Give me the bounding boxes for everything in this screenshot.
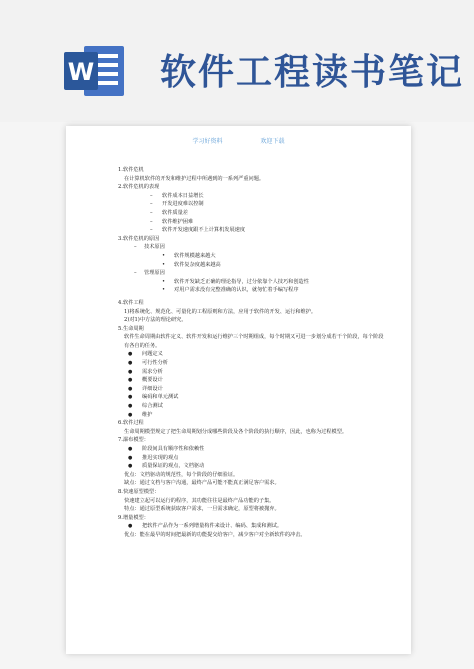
list-item: – 管理原因: [118, 269, 388, 278]
paragraph: 快速建立起可以运行的程序，其功能往往是最终产品功能的子集。: [124, 497, 275, 504]
list-item: ● 维护: [118, 411, 388, 420]
list-item: ● 可行性分析: [118, 359, 388, 368]
section-heading: 3.软件危机的原因: [118, 235, 160, 242]
list-item: • 软件开发缺乏正确的理论指导，过分依靠个人技巧和创造性: [118, 278, 388, 287]
section-heading: 6.软件过程: [118, 420, 144, 427]
header-right-text: 欢迎下载: [260, 138, 285, 145]
paragraph: 在计算机软件的开发和维护过程中所遇到的一系列严重问题。: [124, 175, 265, 182]
list-item: ● 详细设计: [118, 385, 388, 394]
list-item: ● 编码和单元测试: [118, 393, 388, 402]
paragraph: 优点：文档驱动的规范性，每个阶段的仔细验证。: [124, 471, 239, 478]
list-item: ● 质量保证的观点，文档驱动: [118, 462, 388, 471]
list-item: ● 概要设计: [118, 376, 388, 385]
paragraph: 生命周期模型规定了把生命周期划分成哪些阶段及各个阶段的执行顺序，因此，也称为过程模型。: [124, 428, 348, 435]
paragraph: 特点：通过原型系统获取客户需求，一旦需求确定，原型将被抛弃。: [124, 506, 280, 513]
list-item: ● 阶段间具有顺序性和依赖性: [118, 445, 388, 454]
document-header: [66, 136, 411, 145]
section-heading: 8.快速原型模型：: [118, 488, 160, 495]
banner-title: 软件工程读书笔记: [160, 52, 465, 93]
list-item: – 软件维护困难: [118, 218, 388, 227]
list-item: – 软件开发速度跟不上计算机发展速度: [118, 226, 388, 235]
list-item: ● 综合测试: [118, 402, 388, 411]
section-heading: 2.软件危机的表现: [118, 184, 160, 191]
list-item: – 软件成本日益增长: [118, 192, 388, 201]
list-item: ● 推迟实现的观点: [118, 454, 388, 463]
section-heading: 4.软件工程: [118, 299, 144, 306]
list-item: • 软件规模越来越大: [118, 252, 388, 261]
paragraph: 缺点：通过文档与客户沟通，最终产品可能不能真正满足客户需求。: [124, 480, 280, 487]
banner: [0, 0, 474, 122]
paragraph: 2)对1)中方法的理论研究。: [124, 317, 187, 324]
paragraph: 1)将系统化、规范化、可量化的工程原则和方法，应用于软件的开发、运行和维护。: [124, 308, 317, 315]
list-item: ● 需求分析: [118, 368, 388, 377]
header-left-text: 学习好资料: [192, 138, 223, 145]
document-page: [66, 126, 411, 654]
list-item: – 技术原因: [118, 243, 388, 252]
list-item: • 软件复杂度越来越高: [118, 261, 388, 270]
word-logo-icon: [62, 42, 126, 100]
paragraph: 优点：能在最早的时间把最新的功能提交给客户，减少客户对全新软件的冲击。: [124, 531, 306, 538]
paragraph: 软件生命周期由软件定义、软件开发和运行维护三个时期组成，每个时期又可进一步划分成若干个阶段，每个阶段有各自的任务。: [124, 334, 384, 349]
word-logo-letter: W: [67, 58, 95, 86]
list-item: • 对用户需求没有完整准确的认识，就匆忙着手编写程序: [118, 286, 388, 295]
list-item: – 软件质量差: [118, 209, 388, 218]
section-heading: 5.生命周期: [118, 325, 144, 332]
list-item: – 开发进度难以控制: [118, 200, 388, 209]
section-heading: 1.软件危机: [118, 167, 144, 173]
list-item: ● 把软件产品作为一系列增量构件来设计、编码、集成和测试。: [118, 522, 388, 531]
section-heading: 7.瀑布模型：: [118, 437, 149, 444]
document-body: [118, 166, 388, 540]
section-heading: 9.增量模型：: [118, 514, 149, 521]
list-item: ● 问题定义: [118, 350, 388, 359]
